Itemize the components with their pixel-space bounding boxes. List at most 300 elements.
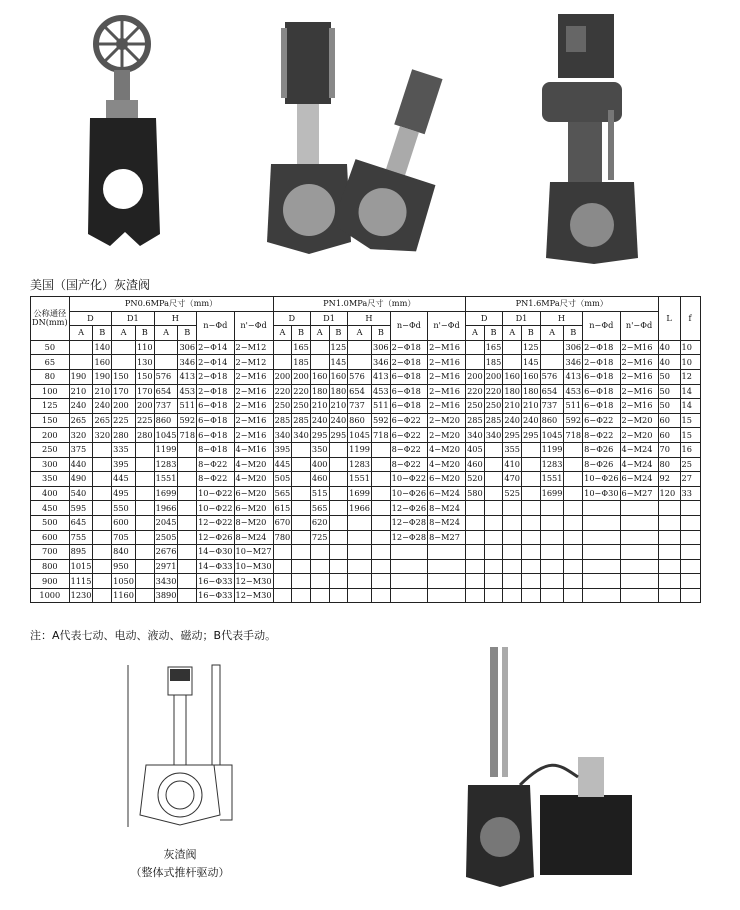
table-cell <box>372 472 391 487</box>
table-cell <box>620 545 658 560</box>
table-cell <box>348 574 372 589</box>
table-cell: 1283 <box>348 457 372 472</box>
table-cell: 550 <box>112 501 136 516</box>
table-cell: 2−Φ18 <box>197 384 234 399</box>
table-cell: 240 <box>69 399 93 414</box>
table-cell <box>93 442 112 457</box>
table-cell: 220 <box>466 384 485 399</box>
table-cell: 1015 <box>69 559 93 574</box>
table-cell: 200 <box>135 399 154 414</box>
table-cell: 12−M30 <box>234 588 273 603</box>
table-cell: 3890 <box>154 588 178 603</box>
table-cell: 250 <box>273 399 292 414</box>
dn-cell: 150 <box>31 413 70 428</box>
table-cell <box>329 545 348 560</box>
header-pn16: PN1.6MPa尺寸（mm） <box>466 297 658 312</box>
table-cell: 320 <box>93 428 112 443</box>
dn-cell: 1000 <box>31 588 70 603</box>
table-cell <box>178 515 197 530</box>
table-cell: 453 <box>178 384 197 399</box>
header-a: A <box>69 326 93 341</box>
table-cell <box>135 545 154 560</box>
table-cell: 6−Φ18 <box>390 369 427 384</box>
table-cell <box>466 574 485 589</box>
table-cell <box>564 588 583 603</box>
dn-cell: 500 <box>31 515 70 530</box>
table-row <box>31 384 701 399</box>
table-cell: 8−Φ22 <box>197 472 234 487</box>
cylinder-valve-photo <box>255 10 455 260</box>
table-row <box>31 545 701 560</box>
table-cell: 320 <box>69 428 93 443</box>
table-row <box>31 340 701 355</box>
table-cell <box>540 545 564 560</box>
table-cell <box>292 501 311 516</box>
table-cell <box>466 530 485 545</box>
table-cell <box>292 486 311 501</box>
table-cell <box>658 588 680 603</box>
table-cell: 10−Φ26 <box>583 472 620 487</box>
table-cell: 160 <box>503 369 522 384</box>
table-cell <box>466 545 485 560</box>
table-cell <box>428 545 466 560</box>
table-cell <box>658 574 680 589</box>
table-cell <box>178 588 197 603</box>
table-cell: 180 <box>310 384 329 399</box>
table-cell <box>484 515 503 530</box>
table-cell: 1115 <box>69 574 93 589</box>
table-cell <box>372 486 391 501</box>
table-cell: 395 <box>112 457 136 472</box>
table-cell <box>503 545 522 560</box>
table-cell: 6−M20 <box>234 486 273 501</box>
table-cell <box>372 501 391 516</box>
table-cell <box>372 530 391 545</box>
table-cell: 645 <box>69 515 93 530</box>
table-cell: 6−Φ22 <box>583 413 620 428</box>
table-cell: 3430 <box>154 574 178 589</box>
table-cell <box>583 501 620 516</box>
table-cell: 40 <box>658 340 680 355</box>
table-cell <box>372 457 391 472</box>
table-cell <box>680 559 700 574</box>
table-cell <box>135 530 154 545</box>
table-cell: 2−M16 <box>428 355 466 370</box>
table-cell: 520 <box>466 472 485 487</box>
table-cell <box>522 457 541 472</box>
table-cell <box>522 501 541 516</box>
table-cell: 14 <box>680 399 700 414</box>
table-cell <box>329 530 348 545</box>
table-cell: 6−Φ18 <box>197 413 234 428</box>
table-cell: 50 <box>658 399 680 414</box>
table-cell <box>93 545 112 560</box>
table-cell: 210 <box>310 399 329 414</box>
table-cell <box>503 340 522 355</box>
table-cell <box>329 442 348 457</box>
table-cell <box>466 501 485 516</box>
table-cell: 395 <box>273 442 292 457</box>
table-cell: 10 <box>680 340 700 355</box>
table-cell <box>135 442 154 457</box>
table-cell: 210 <box>503 399 522 414</box>
table-cell <box>135 472 154 487</box>
table-cell <box>310 340 329 355</box>
table-cell <box>93 472 112 487</box>
table-cell: 950 <box>112 559 136 574</box>
table-cell <box>135 574 154 589</box>
table-cell <box>273 559 292 574</box>
table-cell <box>522 515 541 530</box>
table-cell: 160 <box>522 369 541 384</box>
table-cell <box>522 588 541 603</box>
header-b: B <box>522 326 541 341</box>
table-cell: 453 <box>564 384 583 399</box>
table-cell <box>583 530 620 545</box>
table-row <box>31 355 701 370</box>
table-cell <box>564 530 583 545</box>
table-cell: 190 <box>69 369 93 384</box>
table-cell: 110 <box>135 340 154 355</box>
table-cell: 285 <box>466 413 485 428</box>
table-cell: 1699 <box>348 486 372 501</box>
table-cell <box>428 588 466 603</box>
table-cell: 355 <box>503 442 522 457</box>
table-cell: 595 <box>69 501 93 516</box>
table-cell <box>178 486 197 501</box>
table-cell: 210 <box>93 384 112 399</box>
table-cell <box>93 530 112 545</box>
table-cell <box>93 588 112 603</box>
table-cell: 2−M12 <box>234 355 273 370</box>
table-cell: 8−M24 <box>234 530 273 545</box>
table-cell <box>390 545 427 560</box>
table-cell: 2−M16 <box>428 340 466 355</box>
table-cell <box>93 486 112 501</box>
table-cell: 6−Φ18 <box>197 428 234 443</box>
table-cell <box>273 574 292 589</box>
table-cell <box>466 559 485 574</box>
table-cell: 8−Φ26 <box>583 442 620 457</box>
table-cell: 2−M16 <box>620 369 658 384</box>
table-cell <box>372 545 391 560</box>
table-cell <box>680 530 700 545</box>
table-cell <box>620 574 658 589</box>
table-cell: 150 <box>112 369 136 384</box>
dn-cell: 80 <box>31 369 70 384</box>
table-cell: 860 <box>154 413 178 428</box>
table-cell: 445 <box>273 457 292 472</box>
table-cell <box>522 442 541 457</box>
table-cell: 285 <box>484 413 503 428</box>
dn-cell: 700 <box>31 545 70 560</box>
table-cell: 220 <box>273 384 292 399</box>
table-cell <box>329 559 348 574</box>
table-cell: 240 <box>522 413 541 428</box>
table-cell <box>564 515 583 530</box>
table-cell <box>680 501 700 516</box>
table-cell: 180 <box>503 384 522 399</box>
table-cell: 200 <box>112 399 136 414</box>
table-cell: 140 <box>93 340 112 355</box>
dn-cell: 100 <box>31 384 70 399</box>
table-cell: 2−M16 <box>428 399 466 414</box>
header-a: A <box>348 326 372 341</box>
header-H: H <box>154 311 196 326</box>
header-L: L <box>658 297 680 341</box>
table-cell <box>522 559 541 574</box>
table-cell: 16 <box>680 442 700 457</box>
table-cell: 460 <box>310 472 329 487</box>
table-cell: 12−Φ22 <box>197 515 234 530</box>
header-nm: n'−Φd <box>234 311 273 340</box>
table-cell <box>329 574 348 589</box>
table-cell <box>329 486 348 501</box>
table-cell <box>484 588 503 603</box>
table-cell <box>620 501 658 516</box>
table-cell <box>540 574 564 589</box>
table-cell: 210 <box>329 399 348 414</box>
dn-cell: 65 <box>31 355 70 370</box>
table-cell <box>135 501 154 516</box>
table-cell: 8−M24 <box>428 501 466 516</box>
table-cell <box>484 530 503 545</box>
table-cell <box>372 515 391 530</box>
table-row <box>31 501 701 516</box>
table-cell: 8−M20 <box>234 515 273 530</box>
table-cell <box>178 442 197 457</box>
dn-cell: 800 <box>31 559 70 574</box>
table-cell: 565 <box>273 486 292 501</box>
table-cell: 470 <box>503 472 522 487</box>
table-cell: 125 <box>522 340 541 355</box>
dn-cell: 50 <box>31 340 70 355</box>
table-row <box>31 530 701 545</box>
table-cell <box>680 574 700 589</box>
table-cell: 120 <box>658 486 680 501</box>
table-cell: 505 <box>273 472 292 487</box>
table-cell: 2−M20 <box>620 428 658 443</box>
table-cell <box>329 588 348 603</box>
dn-cell: 900 <box>31 574 70 589</box>
table-cell: 6−Φ18 <box>583 384 620 399</box>
table-cell: 10−Φ22 <box>390 472 427 487</box>
table-cell: 220 <box>484 384 503 399</box>
table-cell: 2−Φ18 <box>197 369 234 384</box>
dn-cell: 450 <box>31 501 70 516</box>
table-cell <box>540 530 564 545</box>
table-cell: 540 <box>69 486 93 501</box>
header-D: D <box>69 311 111 326</box>
table-cell: 180 <box>329 384 348 399</box>
table-cell <box>69 355 93 370</box>
table-cell: 737 <box>348 399 372 414</box>
table-cell: 25 <box>680 457 700 472</box>
table-cell: 14−Φ33 <box>197 559 234 574</box>
table-cell: 2−M16 <box>234 428 273 443</box>
table-cell <box>93 574 112 589</box>
table-cell: 440 <box>69 457 93 472</box>
table-cell <box>466 588 485 603</box>
table-cell: 4−M20 <box>234 472 273 487</box>
table-cell <box>292 530 311 545</box>
table-cell <box>484 545 503 560</box>
table-cell: 6−Φ22 <box>390 413 427 428</box>
table-cell <box>503 588 522 603</box>
table-cell: 12−M30 <box>234 574 273 589</box>
table-cell <box>178 457 197 472</box>
table-cell: 165 <box>484 340 503 355</box>
table-cell: 2−M16 <box>234 384 273 399</box>
table-cell: 620 <box>310 515 329 530</box>
table-cell <box>564 442 583 457</box>
table-cell: 2−M16 <box>620 384 658 399</box>
header-D1: D1 <box>503 311 540 326</box>
table-cell <box>310 355 329 370</box>
table-cell <box>680 515 700 530</box>
table-cell <box>292 588 311 603</box>
table-cell: 250 <box>466 399 485 414</box>
table-cell <box>135 486 154 501</box>
table-cell: 2045 <box>154 515 178 530</box>
table-cell <box>329 472 348 487</box>
table-cell: 295 <box>503 428 522 443</box>
table-cell: 1230 <box>69 588 93 603</box>
table-cell: 576 <box>540 369 564 384</box>
table-cell <box>329 515 348 530</box>
table-cell: 8−Φ26 <box>583 457 620 472</box>
table-cell: 1045 <box>540 428 564 443</box>
header-a: A <box>273 326 292 341</box>
table-cell <box>372 574 391 589</box>
table-cell: 306 <box>178 340 197 355</box>
table-cell <box>93 559 112 574</box>
table-cell: 654 <box>348 384 372 399</box>
table-cell: 515 <box>310 486 329 501</box>
header-H: H <box>348 311 390 326</box>
table-cell: 190 <box>93 369 112 384</box>
table-cell: 8−Φ22 <box>390 442 427 457</box>
table-cell: 860 <box>540 413 564 428</box>
table-cell: 4−M16 <box>234 442 273 457</box>
table-cell <box>583 588 620 603</box>
table-cell: 200 <box>466 369 485 384</box>
table-cell: 2971 <box>154 559 178 574</box>
table-cell: 860 <box>348 413 372 428</box>
table-cell: 2−M16 <box>234 413 273 428</box>
table-cell: 50 <box>658 384 680 399</box>
table-cell <box>135 457 154 472</box>
table-cell <box>583 559 620 574</box>
table-cell: 150 <box>135 369 154 384</box>
table-cell <box>503 574 522 589</box>
table-cell: 125 <box>329 340 348 355</box>
table-cell: 15 <box>680 413 700 428</box>
table-cell <box>620 588 658 603</box>
table-cell: 33 <box>680 486 700 501</box>
table-cell <box>112 340 136 355</box>
header-b: B <box>292 326 311 341</box>
table-cell: 70 <box>658 442 680 457</box>
table-cell: 160 <box>93 355 112 370</box>
table-cell: 405 <box>466 442 485 457</box>
table-cell <box>372 588 391 603</box>
table-cell: 2−Φ18 <box>390 340 427 355</box>
table-cell: 4−M20 <box>428 442 466 457</box>
table-cell: 8−Φ22 <box>390 457 427 472</box>
table-cell <box>540 559 564 574</box>
table-cell: 200 <box>292 369 311 384</box>
header-D: D <box>466 311 503 326</box>
table-cell: 413 <box>178 369 197 384</box>
table-cell: 60 <box>658 428 680 443</box>
table-cell: 185 <box>484 355 503 370</box>
table-cell <box>348 530 372 545</box>
table-cell <box>658 545 680 560</box>
table-cell: 80 <box>658 457 680 472</box>
table-cell: 840 <box>112 545 136 560</box>
table-cell: 2−M16 <box>234 369 273 384</box>
dn-cell: 200 <box>31 428 70 443</box>
header-nm: n'−Φd <box>428 311 466 340</box>
table-cell: 225 <box>112 413 136 428</box>
table-cell <box>273 355 292 370</box>
table-cell <box>620 515 658 530</box>
table-cell: 1199 <box>154 442 178 457</box>
table-cell <box>154 355 178 370</box>
table-cell: 1699 <box>154 486 178 501</box>
table-cell <box>428 574 466 589</box>
table-cell <box>620 530 658 545</box>
table-cell: 4−M24 <box>620 442 658 457</box>
table-cell <box>522 530 541 545</box>
table-cell: 27 <box>680 472 700 487</box>
table-cell <box>292 472 311 487</box>
table-cell: 40 <box>658 355 680 370</box>
table-cell: 592 <box>372 413 391 428</box>
table-cell <box>503 530 522 545</box>
table-cell: 12−Φ26 <box>197 530 234 545</box>
table-cell <box>680 588 700 603</box>
table-cell: 240 <box>310 413 329 428</box>
table-cell: 10−Φ26 <box>390 486 427 501</box>
table-cell <box>178 545 197 560</box>
table-cell: 265 <box>93 413 112 428</box>
valve-line-drawing <box>120 655 250 835</box>
table-cell: 654 <box>154 384 178 399</box>
table-cell: 4−M20 <box>428 457 466 472</box>
table-cell: 725 <box>310 530 329 545</box>
table-cell: 280 <box>135 428 154 443</box>
table-cell <box>310 559 329 574</box>
table-cell <box>178 530 197 545</box>
table-cell: 2−Φ18 <box>583 340 620 355</box>
table-cell <box>564 486 583 501</box>
table-cell <box>273 588 292 603</box>
table-cell: 160 <box>310 369 329 384</box>
table-cell: 1160 <box>112 588 136 603</box>
table-cell: 92 <box>658 472 680 487</box>
header-b: B <box>484 326 503 341</box>
table-cell <box>564 559 583 574</box>
table-cell: 511 <box>178 399 197 414</box>
table-cell <box>564 574 583 589</box>
table-cell <box>428 559 466 574</box>
table-cell: 580 <box>466 486 485 501</box>
table-cell <box>466 355 485 370</box>
table-cell <box>503 515 522 530</box>
table-cell <box>540 501 564 516</box>
